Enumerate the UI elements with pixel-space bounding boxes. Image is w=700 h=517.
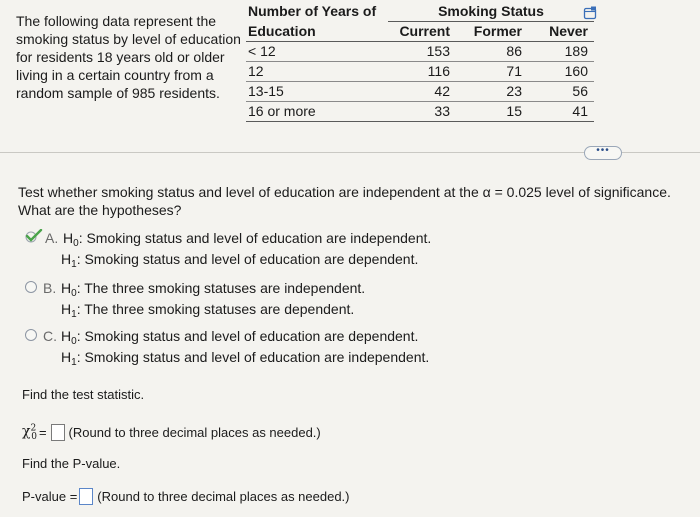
cell-current: 153 [388, 42, 456, 62]
option-letter: C. [43, 328, 57, 344]
col-header-former: Former [456, 22, 528, 42]
round-note: (Round to three decimal places as needed.) [68, 425, 321, 441]
cell-current: 33 [388, 102, 456, 122]
row-label: 12 [246, 62, 388, 82]
row-label: 16 or more [246, 102, 388, 122]
data-table [246, 2, 594, 122]
null-hypothesis: $H_0$: The three smoking statuses are independent. [61, 280, 366, 299]
question-line2: What are the hypotheses? [18, 202, 182, 218]
col-header-never: Never [528, 22, 594, 42]
header-education-line2: Education [246, 22, 388, 42]
table-row [246, 62, 594, 82]
cell-former: 23 [456, 82, 528, 102]
equals-sign: = [38, 425, 47, 441]
option-b[interactable] [25, 279, 365, 321]
find-p-value-label: Find the P-value. [22, 456, 121, 471]
null-hypothesis: $H_0$: Smoking status and level of education are dependent. [61, 328, 419, 347]
null-hypothesis: $H_0$: Smoking status and level of education are independent. [63, 230, 432, 249]
cell-current: 116 [388, 62, 456, 82]
row-label: 13-15 [246, 82, 388, 102]
chi-square-symbol: $\chi^2_0$ [22, 423, 37, 443]
more-button[interactable]: ••• [584, 146, 622, 160]
problem-intro: The following data represent the smoking status by level of education for residents 18 years old or older living in a certain country from a random sample of 985 residents. [16, 13, 241, 101]
cell-never: 189 [528, 42, 594, 62]
header-education-line1: Number of Years of [248, 3, 377, 20]
alternative-hypothesis: $H_1$: Smoking status and level of education are dependent. [61, 251, 419, 270]
option-c[interactable] [25, 327, 429, 369]
round-note: (Round to three decimal places as needed.) [97, 489, 350, 504]
row-label: < 12 [246, 42, 388, 62]
option-letter: A. [45, 230, 59, 246]
p-value-input[interactable] [79, 488, 93, 505]
option-letter: B. [43, 280, 57, 296]
copy-table-icon[interactable] [583, 6, 597, 20]
alternative-hypothesis: $H_1$: Smoking status and level of education are independent. [61, 349, 430, 368]
table-row [246, 82, 594, 102]
cell-current: 42 [388, 82, 456, 102]
cell-former: 71 [456, 62, 528, 82]
col-header-current: Current [388, 22, 456, 42]
test-statistic-input[interactable] [51, 424, 65, 441]
cell-former: 15 [456, 102, 528, 122]
cell-never: 41 [528, 102, 594, 122]
cell-never: 56 [528, 82, 594, 102]
p-value-label: P-value = [22, 489, 78, 504]
table-row [246, 102, 594, 122]
table-row [246, 42, 594, 62]
find-test-statistic-label: Find the test statistic. [22, 387, 145, 402]
checkmark-icon [25, 229, 43, 243]
test-statistic-row [22, 423, 321, 442]
radio-button[interactable] [25, 281, 37, 293]
alternative-hypothesis: $H_1$: The three smoking statuses are dependent. [61, 301, 355, 320]
question-text [18, 183, 678, 219]
p-value-row [22, 488, 350, 505]
header-smoking-status: Smoking Status [388, 2, 594, 22]
cell-former: 86 [456, 42, 528, 62]
radio-button[interactable] [25, 329, 37, 341]
question-line1: Test whether smoking status and level of education are independent at the α = 0.025 level of significance. [18, 184, 671, 200]
cell-never: 160 [528, 62, 594, 82]
option-a[interactable] [25, 229, 431, 271]
